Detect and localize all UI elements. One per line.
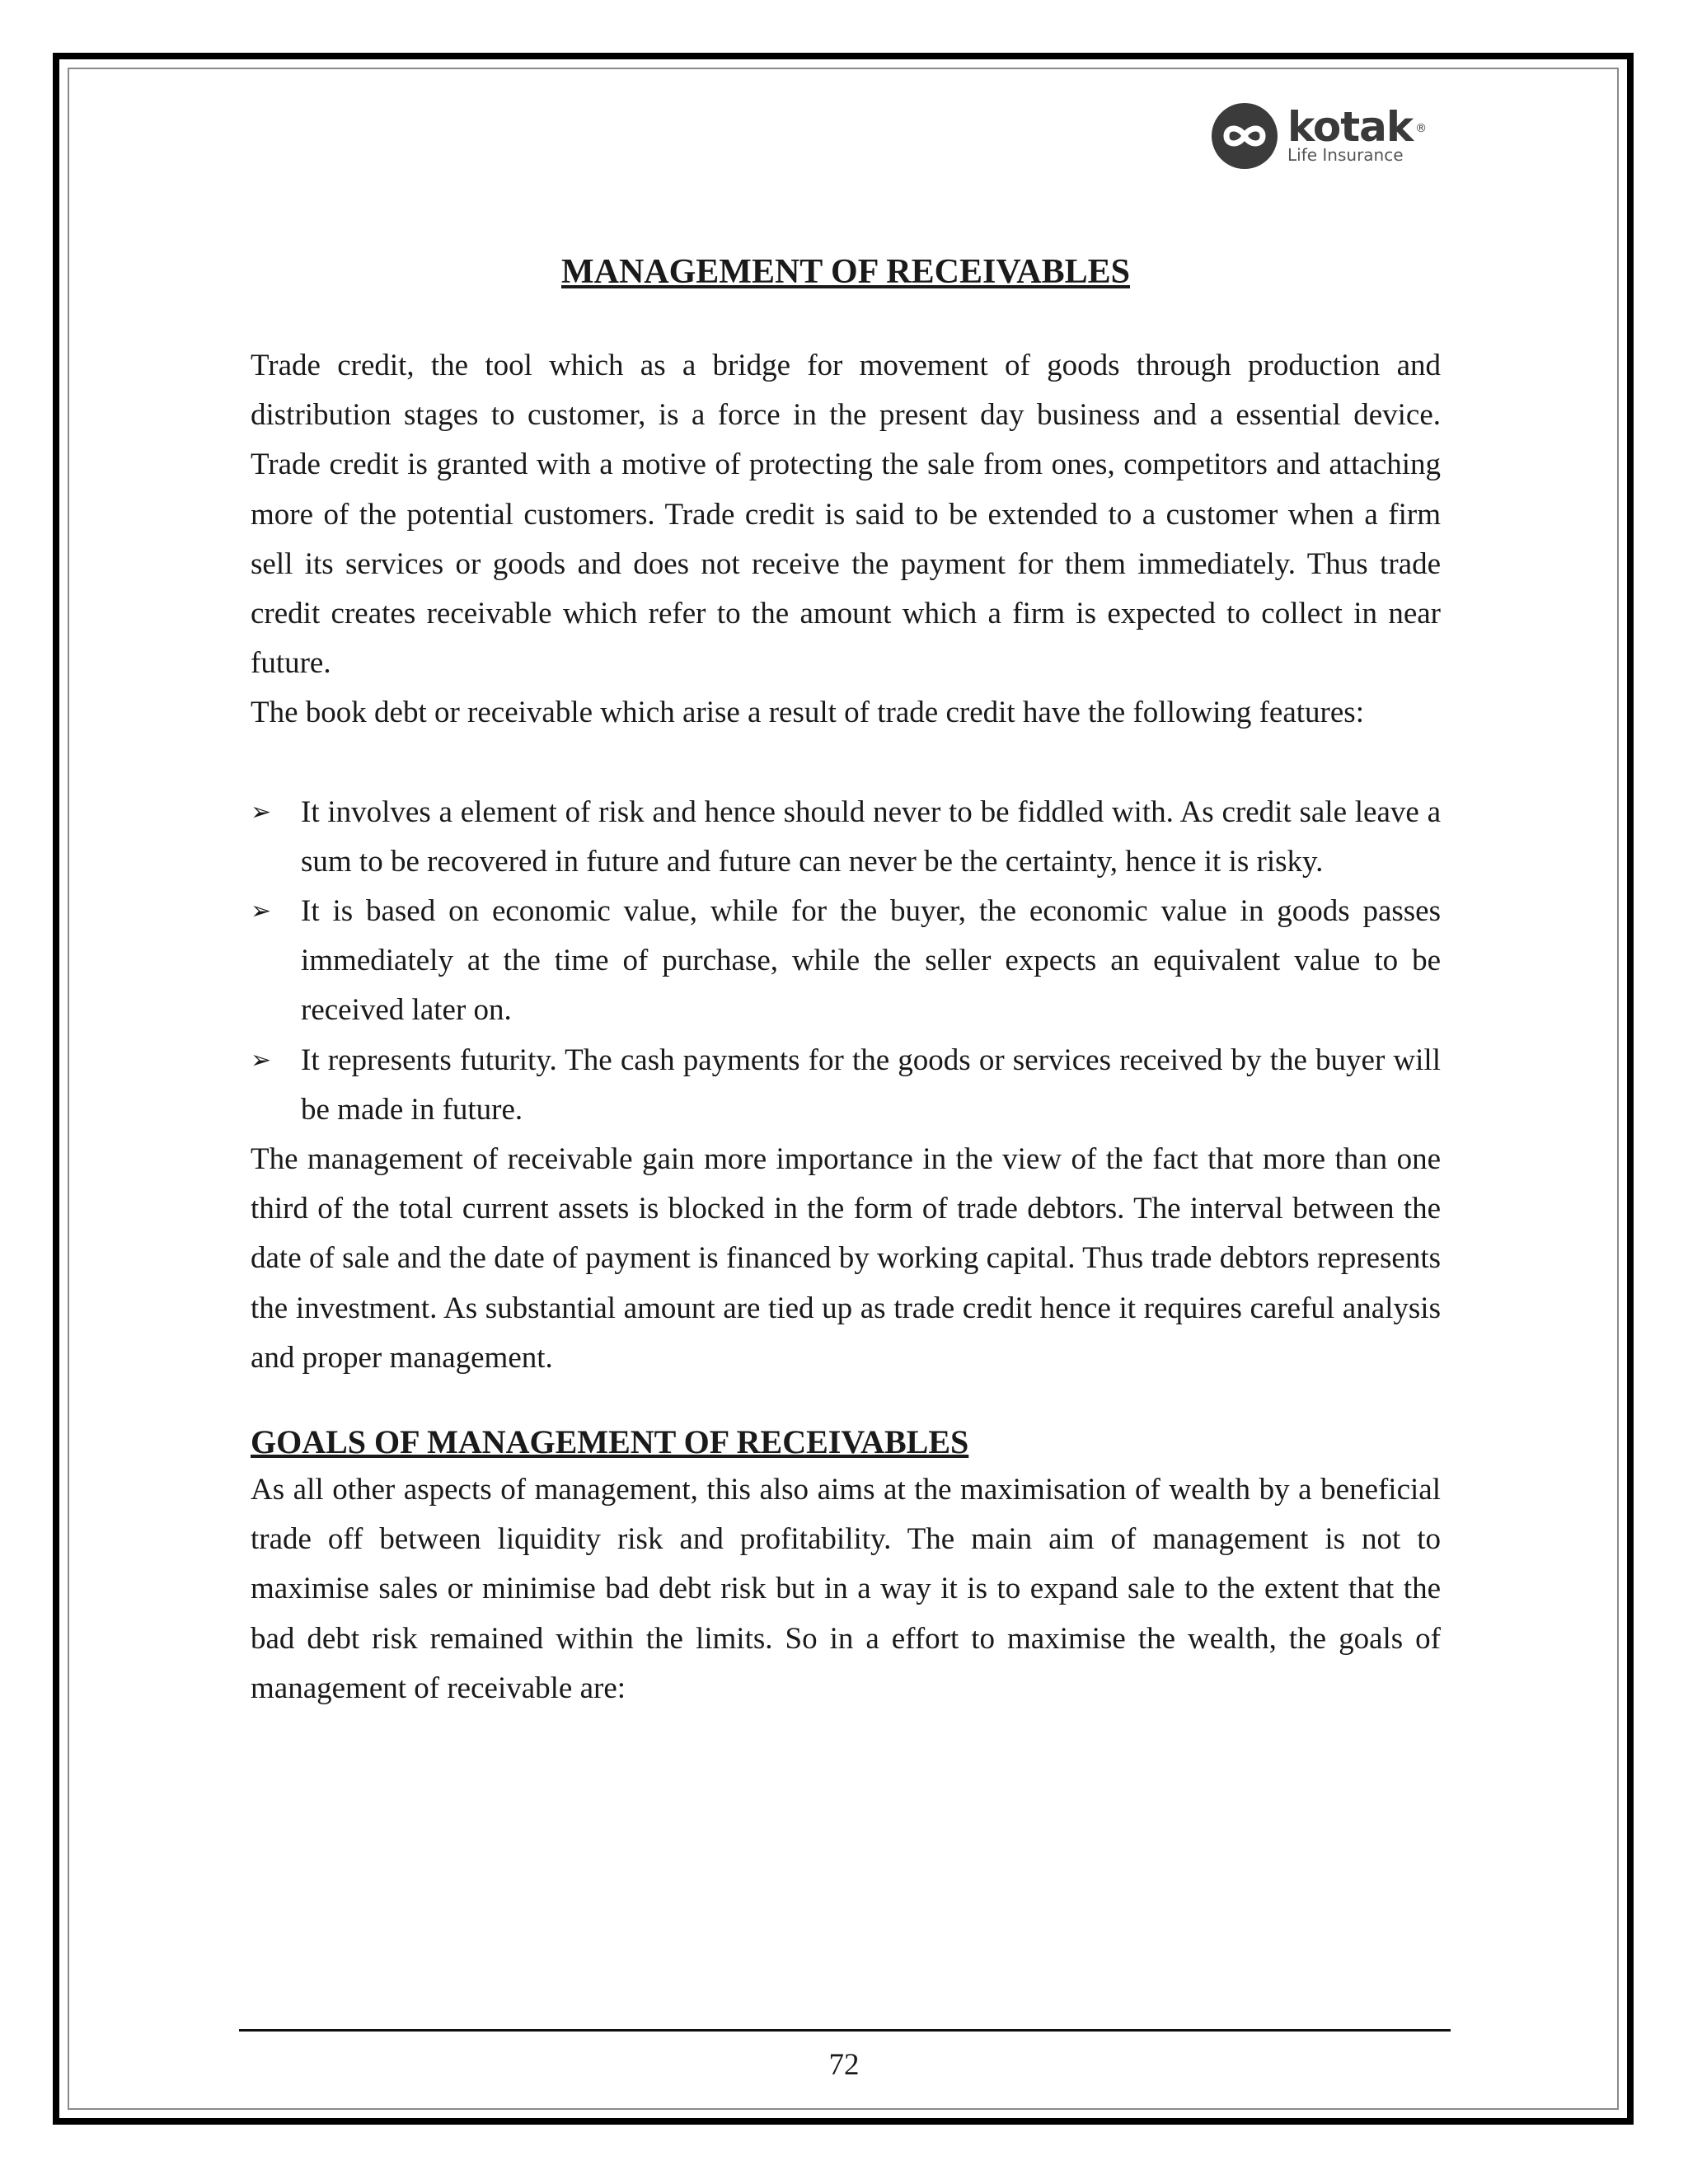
arrow-bullet-icon: ➢ [251,897,272,926]
management-importance-paragraph: The management of receivable gain more importance in the view of the fact that more than one third of the total current assets is blocked in the form of trade debtors. The interval between the date of sale and the date of payment is financed by working capital. Thus trade debtors represents the investment. As substantial amount are tied up as trade credit hence it requires careful analysis and proper management. [251,1142,1441,1375]
goals-heading: GOALS OF MANAGEMENT OF RECEIVABLES [251,1423,969,1461]
arrow-bullet-icon: ➢ [251,1045,272,1075]
list-item [251,788,1441,887]
arrow-bullet-icon: ➢ [251,797,272,827]
list-item-text: It involves a element of risk and hence should never to be fiddled with. As credit sale leave a sum to be recovered in future and future can never be the certainty, hence it is risky. [301,794,1441,879]
goals-paragraph: As all other aspects of management, this also aims at the maximisation of wealth by a beneficial trade off between liquidity risk and profitability. The main aim of management is not to maximise sales or minimise bad debt risk but in a way it is to expand sale to the extent that the bad debt risk remained within the limits. So in a effort to maximise the wealth, the goals of management of receivable are: [251,1473,1441,1705]
page-title: MANAGEMENT OF RECEIVABLES [560,253,1130,291]
list-item [251,887,1441,1036]
list-item-text: It is based on economic value, while for the buyer, the economic value in goods passes immediately at the time of purchase, while the seller expects an equivalent value to be received later on. [301,894,1441,1028]
page-number: 72 [828,2048,860,2082]
kotak-logo [1210,101,1451,171]
list-item-text: It represents futurity. The cash payments for the goods or services received by the buyer will be made in future. [301,1043,1441,1127]
logo-brand-text: kotak ® [1287,103,1427,151]
kotak-infinity-icon [1210,101,1279,171]
page-content [251,237,1441,1713]
intro-paragraph: Trade credit, the tool which as a bridge for movement of goods through production and distribution stages to customer, is a force in the present day business and a essential device. Trade credit is granted with a motive of protecting the sale from ones, competitors and attaching more of the potential customers. Trade credit is said to be extended to a customer when a firm sell its services or goods and does not receive the payment for them immediately. Thus trade credit creates receivable which refer to the amount which a firm is expected to collect in near future. [251,349,1441,681]
list-item [251,1036,1441,1135]
features-list [251,788,1441,1135]
footer-divider [239,2029,1451,2032]
logo-subtitle: Life Insurance [1287,145,1404,165]
features-intro-paragraph: The book debt or receivable which arise a result of trade credit have the following features: [251,696,1364,730]
